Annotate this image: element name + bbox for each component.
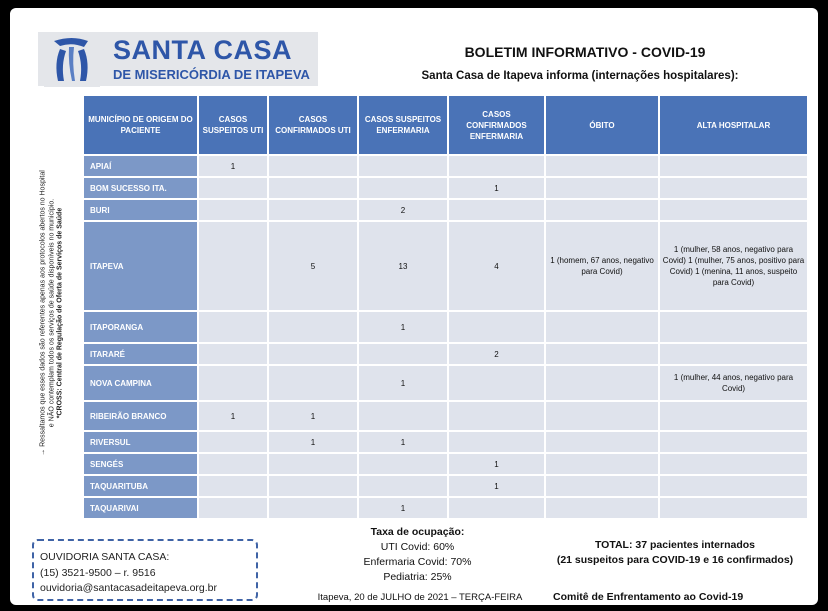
table-cell [199,498,267,518]
column-header: ÓBITO [546,96,658,154]
table-cell [359,454,447,474]
table-cell [199,476,267,496]
table-cell [546,200,658,220]
municipio-cell: ITAPEVA [84,222,197,310]
table-cell [449,312,544,342]
occupancy-title: Taxa de ocupação: [370,526,465,538]
table-row [84,454,807,474]
table-cell [660,402,807,430]
table-cell [546,454,658,474]
table-row [84,402,807,430]
table-cell [269,156,357,176]
table-cell [199,344,267,364]
column-header: ALTA HOSPITALAR [660,96,807,154]
table-cell: 2 [359,200,447,220]
cases-table [82,94,809,520]
table-cell [660,312,807,342]
table-cell [660,432,807,452]
table-cell [546,178,658,198]
table-cell: 1 (mulher, 44 anos, negativo para Covid) [660,366,807,400]
table-cell [449,402,544,430]
table-cell [359,476,447,496]
occupancy-uti: UTI Covid: 60% [380,541,455,553]
table-cell [449,366,544,400]
side-disclaimer [39,148,64,478]
disclaimer-line-1: → Ressaltamos que esses dados são referentes apenas aos protocolos abertos no Hospital [39,170,47,456]
date-line: Itapeva, 20 de JULHO de 2021 – TERÇA-FEIRA [317,592,523,603]
table-cell: 1 [449,178,544,198]
table-cell [660,200,807,220]
table-cell [199,222,267,310]
total-line-1: TOTAL: 37 pacientes internados [594,539,756,551]
table-cell [546,312,658,342]
table-cell [269,200,357,220]
logo-title: SANTA CASA [113,35,292,65]
municipio-cell: BURI [84,200,197,220]
table-cell [269,366,357,400]
table-cell [199,454,267,474]
table-cell: 1 (homem, 67 anos, negativo para Covid) [546,222,658,310]
table-cell [660,454,807,474]
table-cell [546,476,658,496]
municipio-cell: APIAÍ [84,156,197,176]
table-cell: 1 [449,476,544,496]
table-cell [359,344,447,364]
table-cell [269,344,357,364]
municipio-cell: ITAPORANGA [84,312,197,342]
page-subtitle: Santa Casa de Itapeva informa (internações hospitalares): [421,70,739,82]
table-cell: 1 [449,454,544,474]
table-cell [546,366,658,400]
table-cell [269,498,357,518]
table-row [84,312,807,342]
table-cell [546,344,658,364]
table-cell: 13 [359,222,447,310]
table-cell [449,156,544,176]
column-header: MUNICÍPIO DE ORIGEM DO PACIENTE [84,96,197,154]
table-cell [269,454,357,474]
table-header-row [84,96,807,154]
table-cell: 1 [269,402,357,430]
table-row [84,366,807,400]
table-cell: 5 [269,222,357,310]
ouvidoria-box [32,539,258,601]
table-cell: 1 [199,156,267,176]
column-header: CASOS SUSPEITOS ENFERMARIA [359,96,447,154]
table-cell: 4 [449,222,544,310]
occupancy-enfermaria: Enfermaria Covid: 70% [363,556,472,568]
municipio-cell: RIVERSUL [84,432,197,452]
table-cell [660,476,807,496]
table-cell: 1 [359,366,447,400]
table-cell [546,402,658,430]
table-cell [269,476,357,496]
page-title: BOLETIM INFORMATIVO - COVID-19 [464,44,706,60]
table-cell [199,200,267,220]
table-cell [449,200,544,220]
committee-signature: Comitê de Enfrentamento ao Covid-19 [553,591,744,603]
table-cell: 2 [449,344,544,364]
disclaimer-line-3: *CROSS: Central de Regulação de Oferta de Serviços de Saúde [56,207,64,419]
municipio-cell: ITARARÉ [84,344,197,364]
table-cell [199,178,267,198]
table-cell [660,344,807,364]
logo-subtitle: DE MISERICÓRDIA DE ITAPEVA [113,67,310,82]
table-cell [359,402,447,430]
table-row [84,432,807,452]
table-cell [660,178,807,198]
table-row [84,222,807,310]
municipio-cell: BOM SUCESSO ITA. [84,178,197,198]
table-cell [449,498,544,518]
table-body [84,156,807,518]
table-cell [660,498,807,518]
table-row [84,344,807,364]
table-cell: 1 [359,432,447,452]
table-cell [359,156,447,176]
municipio-cell: RIBEIRÃO BRANCO [84,402,197,430]
occupancy-block [340,525,495,585]
table-cell: 1 [199,402,267,430]
table-cell [199,312,267,342]
table-cell [449,432,544,452]
table-cell [269,312,357,342]
table-cell [660,156,807,176]
table-cell [546,156,658,176]
table-cell [359,178,447,198]
table-row [84,200,807,220]
municipio-cell: SENGÉS [84,454,197,474]
disclaimer-line-2: e NÃO contemplam todos os serviços de saúde disponíveis no município. [47,198,55,428]
municipio-cell: TAQUARIVAI [84,498,197,518]
municipio-cell: NOVA CAMPINA [84,366,197,400]
table-cell [199,366,267,400]
total-line-2: (21 suspeitos para COVID-19 e 16 confirmados) [556,554,794,566]
table-row [84,156,807,176]
table-row [84,178,807,198]
santa-casa-logo-icon [44,33,100,87]
table-row [84,498,807,518]
column-header: CASOS CONFIRMADOS UTI [269,96,357,154]
bulletin-card [10,8,818,605]
table-cell [546,432,658,452]
table-cell: 1 [359,498,447,518]
ouvidoria-email: ouvidoria@santacasadeitapeva.org.br [40,582,218,594]
table-cell: 1 (mulher, 58 anos, negativo para Covid) 1 (mulher, 75 anos, positivo para Covid) 1 (menina, 11 anos, suspeito para Covid) [660,222,807,310]
ouvidoria-title: OUVIDORIA SANTA CASA: [40,551,170,563]
column-header: CASOS CONFIRMADOS ENFERMARIA [449,96,544,154]
table-cell: 1 [269,432,357,452]
total-block [535,538,815,568]
table-cell [269,178,357,198]
table-row [84,476,807,496]
ouvidoria-phone: (15) 3521-9500 – r. 9516 [40,566,156,579]
municipio-cell: TAQUARITUBA [84,476,197,496]
occupancy-pediatria: Pediatria: 25% [383,571,452,583]
table-cell: 1 [359,312,447,342]
table-cell [199,432,267,452]
table-cell [546,498,658,518]
column-header: CASOS SUSPEITOS UTI [199,96,267,154]
